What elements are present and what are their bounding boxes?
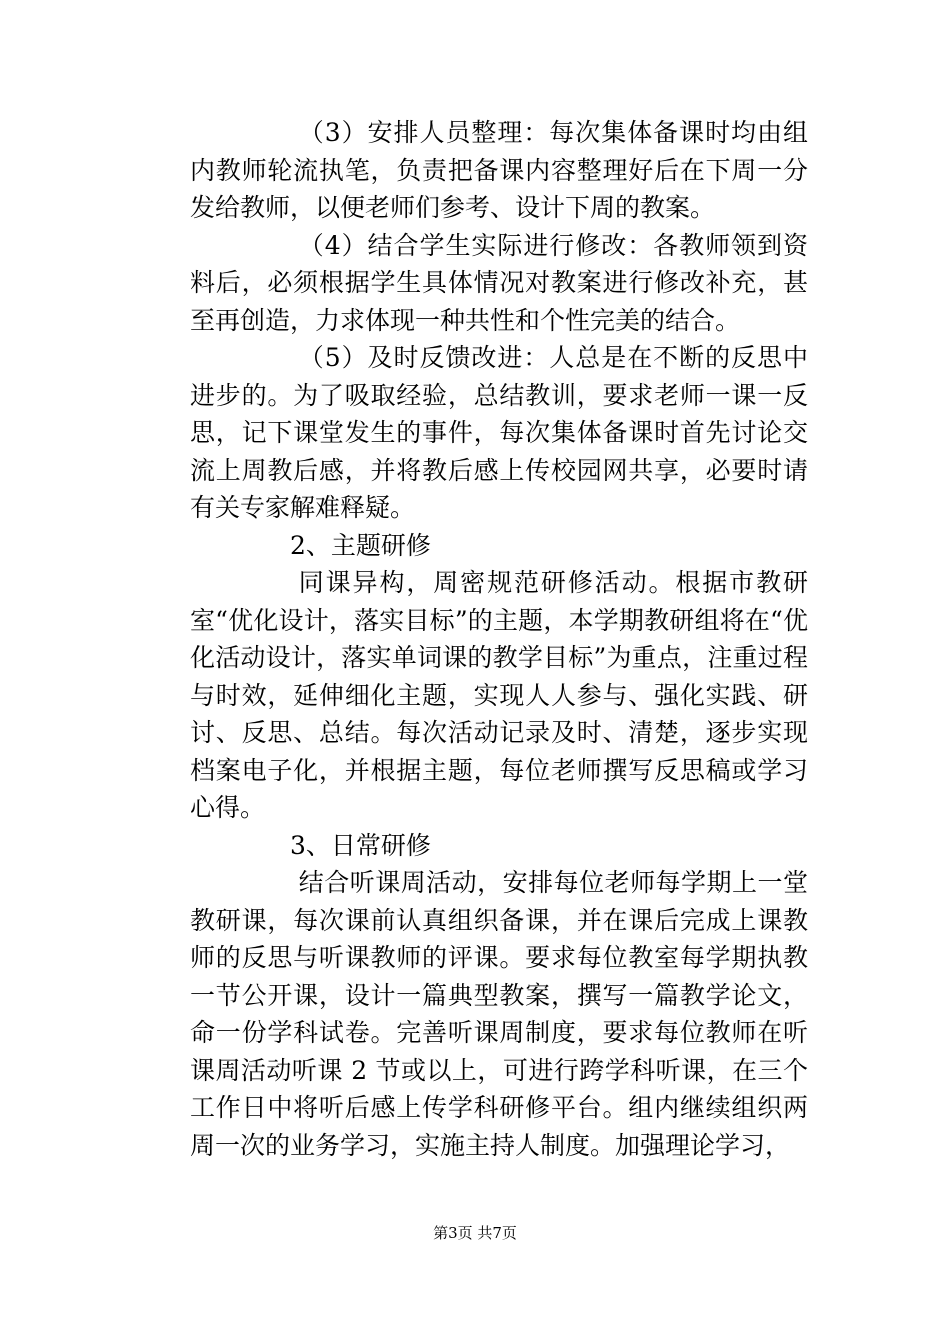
paragraph-daily-study: 结合听课周活动，安排每位老师每学期上一堂教研课，每次课前认真组织备课，并在课后完成上课教师的反思与听课教师的评课。要求每位教室每学期执教一节公开课，设计一篇典型教案，撰写一篇教学论文，命一份学科试卷。完善听课周制度，要求每位教师在听课周活动听课 2 节或以上，可进行跨学科听课，在三个工作日中将听后感上传学科研修平台。组内继续组织两周一次的业务学习，实施主持人制度。加强理论学习，	[190, 868, 808, 1160]
section-heading-theme-study: 2、主题研修	[290, 530, 431, 560]
section-heading-daily-study: 3、日常研修	[290, 830, 431, 860]
paragraph-item-5: （5）及时反馈改进：人总是在不断的反思中进步的。为了吸取经验，总结教训，要求老师一课一反思，记下课堂发生的事件，每次集体备课时首先讨论交流上周教后感，并将教后感上传校园网共享，必要时请有关专家解难释疑。	[190, 343, 808, 522]
paragraph-theme-study: 同课异构，周密规范研修活动。根据市教研室“优化设计，落实目标”的主题，本学期教研组将在“优化活动设计，落实单词课的教学目标”为重点，注重过程与时效，延伸细化主题，实现人人参与、强化实践、研讨、反思、总结。每次活动记录及时、清楚，逐步实现档案电子化，并根据主题，每位老师撰写反思稿或学习心得。	[190, 568, 808, 822]
page-number-footer: 第3页 共7页	[433, 1224, 517, 1242]
paragraph-item-3: （3）安排人员整理：每次集体备课时均由组内教师轮流执笔，负责把备课内容整理好后在下周一分发给教师，以便老师们参考、设计下周的教案。	[190, 118, 808, 222]
paragraph-item-4: （4）结合学生实际进行修改：各教师领到资料后，必须根据学生具体情况对教案进行修改补充，甚至再创造，力求体现一种共性和个性完美的结合。	[190, 230, 808, 335]
document-body	[190, 114, 808, 1164]
